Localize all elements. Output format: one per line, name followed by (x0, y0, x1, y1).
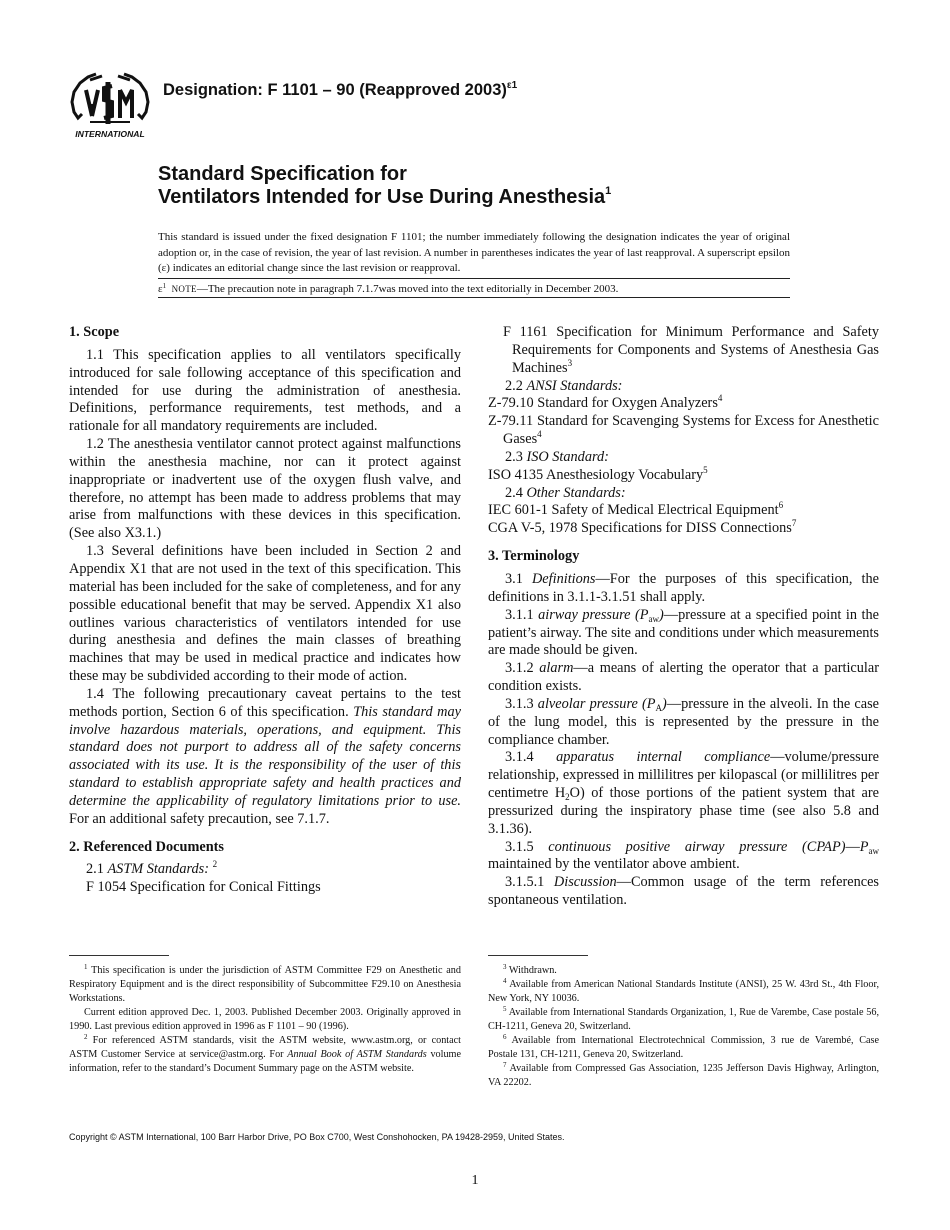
definition-3-1-3 (488, 696, 879, 750)
definition-number: 3.1.5 (505, 838, 549, 855)
footnote-5 (488, 1006, 879, 1034)
definition-text: —a means of alerting the operator that a particular condition exists. (488, 660, 879, 695)
paragraph-1-3: 1.3 Several definitions have been included in Section 2 and Appendix X1 that are not used in the text of this specification. This material has been included for the sake of completeness, and for any possible educational benefit that may be served. Appendix X1 also outlines various characteristics of ventilators intended for use during anesthesia and defines the main classes of breathing machines that may be used in medical practice and indicates how these may be subdivided according to their mode of action. (69, 543, 461, 685)
subsection-label: ASTM Standards: (107, 861, 209, 878)
section-heading: 2. Referenced Documents (69, 838, 224, 855)
footnote-mark: 3 (567, 357, 573, 368)
footnote-number: 6 (503, 1033, 507, 1041)
right-column (488, 324, 879, 910)
definition-text: maintained by the ventilator above ambient. (488, 856, 740, 873)
footnote-mark: 2 (212, 859, 218, 870)
footnote-7 (488, 1062, 879, 1090)
reference-text: F 1161 Specification for Minimum Performance and Safety Requirements for Components and Systems of Anesthesia Gas Machines (503, 324, 879, 376)
footnote-divider (69, 955, 169, 956)
definition-number: 3.1 (505, 570, 532, 587)
footnote-divider (488, 955, 588, 956)
footnote-italic: Annual Book of ASTM Standards (287, 1049, 427, 1060)
footnote-text: Available from Compressed Gas Association, 1235 Jefferson Davis Highway, Arlington, VA 22202. (488, 1063, 880, 1088)
subsection-2-1 (69, 861, 461, 879)
safety-caveat: This standard may involve hazardous materials, operations, and equipment. This standard does not purport to address all of the safety concerns associated with its use. It is the responsibility of the user of this standard to establish appropriate safety and health practices and determine the applicability of regulatory limitations prior to use. (69, 703, 461, 809)
definition-3-1-4 (488, 749, 879, 838)
footnote-text: Available from International Standards Organization, 1, Rue de Varembe, Case postale 56, CH-1211, Geneva 20, Switzerland. (488, 1007, 880, 1032)
reference-item: F 1054 Specification for Conical Fittings (86, 879, 321, 896)
title-footnote-mark: 1 (605, 185, 612, 197)
definition-text: —volume/pressure relationship, expressed in millilitres per kilopascal (or millilitres per centimetre H (488, 749, 879, 802)
logo-text: INTERNATIONAL (75, 129, 145, 139)
section-heading: 1. Scope (69, 324, 120, 340)
subsection-label: ANSI Standards: (526, 377, 623, 394)
footnotes-left (69, 964, 461, 1076)
subsection-2-3 (488, 449, 879, 467)
epsilon-mark: ε1 (506, 80, 518, 91)
subsection-label: Other Standards: (526, 484, 626, 501)
footnote-3 (488, 964, 879, 978)
paragraph-1-4 (69, 686, 461, 829)
definition-text: —pressure in the alveoli. In the case of the lung model, this is represented by the pressure in the compliance chamber. (488, 695, 879, 748)
divider (158, 278, 790, 279)
definition-term: Discussion (553, 874, 617, 891)
definition-dash: — (845, 838, 860, 855)
reference-item (488, 395, 879, 413)
editorial-note (158, 282, 618, 295)
title-line-1: Standard Specification for (158, 163, 407, 185)
note-text: —The precaution note in paragraph 7.1.7was moved into the text editorially in December 2003. (196, 283, 619, 295)
note-mark: ε (158, 283, 163, 295)
subscript: aw (648, 613, 660, 624)
designation (163, 80, 517, 100)
copyright-notice: Copyright © ASTM International, 100 Barr Harbor Drive, PO Box C700, West Conshohocken, PA 19428-2959, United States. (69, 1132, 565, 1142)
left-column (69, 324, 461, 897)
definition-term: apparatus internal compliance (556, 749, 771, 766)
footnote-text: For referenced ASTM standards, visit the ASTM website, www.astm.org, or contact ASTM Customer Service at service@astm.org. For (69, 1035, 461, 1060)
definition-term-close: ) (662, 695, 667, 712)
definition-3-1-1 (488, 607, 879, 661)
definition-text: —Common usage of the term references spontaneous ventilation. (488, 874, 879, 909)
definition-text: —pressure at a specified point in the patient’s airway. The site and conditions under which measurements are made should be given. (488, 606, 879, 659)
footnote-text: volume information, refer to the standard’s Document Summary page on the ASTM website. (69, 1049, 462, 1074)
footnote-mark: 7 (791, 518, 797, 529)
footnote-1 (69, 964, 461, 1006)
paragraph-1-2: 1.2 The anesthesia ventilator cannot protect against malfunctions within the anesthesia machine, nor can it protect against inappropriate or inadvertent use of the oxygen flush valve, and therefore, no attempt has been made to address problems that may arise from malfunctions with these devices in this specification. (See also X3.1.) (69, 436, 461, 542)
definition-3-1-5-1 (488, 874, 879, 910)
paragraph-text: 1.4 The following precautionary caveat pertains to the test methods portion, Section 6 of this specification. (69, 685, 461, 720)
footnote-text: This specification is under the jurisdiction of ASTM Committee F29 on Anesthetic and Respiratory Equipment and is the direct responsibility of Subcommittee F29.10 on Anesthesia Workstations. (69, 965, 461, 1004)
definition-number: 3.1.2 (505, 660, 540, 677)
subsection-label: ISO Standard: (526, 448, 609, 465)
divider (158, 297, 790, 298)
reference-item (488, 502, 879, 520)
definition-text: O) of those portions of the patient system that are pressurized during the inspiratory phase time (see also 5.8 and 3.1.36). (488, 785, 880, 837)
subsection-number: 2.1 (86, 861, 108, 878)
subscript: A (655, 702, 663, 713)
footnotes-right (488, 964, 879, 1090)
definition-text: —For the purposes of this specification, the definitions in 3.1.1-3.1.51 shall apply. (488, 570, 880, 605)
footnote-number: 2 (84, 1033, 88, 1041)
definition-term: alveolar pressure (P (537, 695, 656, 712)
definition-number: 3.1.5.1 (505, 874, 554, 891)
definition-term: alarm (539, 660, 574, 677)
footnote-mark: 5 (703, 464, 708, 475)
footnote-mark: 4 (717, 393, 723, 404)
definition-3-1 (488, 571, 879, 607)
footnote-mark: 4 (537, 429, 542, 440)
reference-text: Z-79.10 Standard for Oxygen Analyzers (488, 395, 718, 412)
section-heading: 3. Terminology (488, 548, 580, 565)
footnote-text: Available from American National Standards Institute (ANSI), 25 W. 43rd St., 4th Floor, New York, NY 10036. (488, 979, 879, 1004)
reference-item (488, 324, 879, 378)
footnote-number: 4 (503, 977, 507, 985)
pressure-symbol: P (859, 838, 869, 855)
reference-item (488, 464, 879, 485)
paragraph-text: For an additional safety precaution, see 7.1.7. (69, 810, 330, 827)
reference-item (488, 413, 879, 449)
footnote-1-current-edition: Current edition approved Dec. 1, 2003. Published December 2003. Originally approved in 1990. Last previous edition approved in 1996 as F 1101 – 90 (1996). (69, 1007, 461, 1032)
astm-international-logo (68, 72, 152, 140)
definition-term: Definitions (531, 570, 596, 587)
page-number: 1 (471, 1173, 479, 1188)
footnote-text: Available from International Electrotechnical Commission, 3 rue de Varembé, Case Postale 131, CH-1211, Geneva 20, Switzerland. (488, 1035, 879, 1060)
title-text: Ventilators Intended for Use During Anesthesia (158, 186, 606, 208)
footnote-4 (488, 978, 879, 1006)
footnote-2 (69, 1034, 461, 1076)
footnote-6 (488, 1034, 879, 1062)
subscript: aw (868, 845, 879, 856)
subsection-number: 2.4 (505, 484, 527, 501)
paragraph-1-1: 1.1 This specification applies to all ventilators specifically introduced for sale following acceptance of this specification and intended for use during the administration of anesthesia. Definitions, performance requirements, test methods, and a rationale for all mandatory requirements are included. (69, 346, 461, 435)
footnote-text: Withdrawn. (508, 965, 557, 976)
astm-emblem-icon (72, 74, 148, 124)
issued-statement: This standard is issued under the fixed designation F 1101; the number immediately following the designation indicates the year of original adoption or, in the case of revision, the year of last revision. A number in parentheses indicates the year of last reapproval. A superscript epsilon (ε) indicates an editorial change since the last revision or reapproval. (158, 231, 790, 274)
definition-number: 3.1.1 (505, 606, 539, 623)
designation-text: Designation: F 1101 – 90 (Reapproved 2003) (163, 81, 507, 99)
subscript: 2 (565, 792, 570, 803)
footnote-number: 1 (84, 963, 88, 971)
subsection-number: 2.3 (505, 448, 527, 465)
footnote-mark: 6 (778, 500, 784, 511)
reference-text: ISO 4135 Anesthesiology Vocabulary (488, 466, 704, 483)
reference-text: CGA V-5, 1978 Specifications for DISS Connections (488, 520, 792, 537)
definition-term-close: ) (659, 606, 664, 623)
note-mark-sup: 1 (162, 282, 167, 290)
reference-text: Z-79.11 Standard for Scavenging Systems for Excess for Anesthetic Gases (488, 413, 879, 448)
definition-3-1-2 (488, 660, 879, 696)
definition-number: 3.1.3 (505, 695, 538, 712)
reference-item (488, 520, 879, 538)
footnote-number: 7 (503, 1061, 507, 1069)
definition-term: continuous positive airway pressure (CPAP) (548, 838, 846, 855)
subsection-2-2 (488, 378, 879, 396)
subsection-2-4 (488, 485, 879, 503)
reference-text: IEC 601-1 Safety of Medical Electrical Equipment (488, 502, 779, 519)
title-line-2 (158, 185, 611, 209)
subsection-number: 2.2 (505, 377, 527, 394)
footnote-number: 5 (503, 1005, 507, 1013)
definition-3-1-5 (488, 839, 879, 875)
definition-term: airway pressure (P (538, 606, 649, 623)
footnote-number: 3 (503, 963, 507, 971)
definition-number: 3.1.4 (505, 749, 557, 766)
note-label: NOTE (171, 284, 197, 294)
